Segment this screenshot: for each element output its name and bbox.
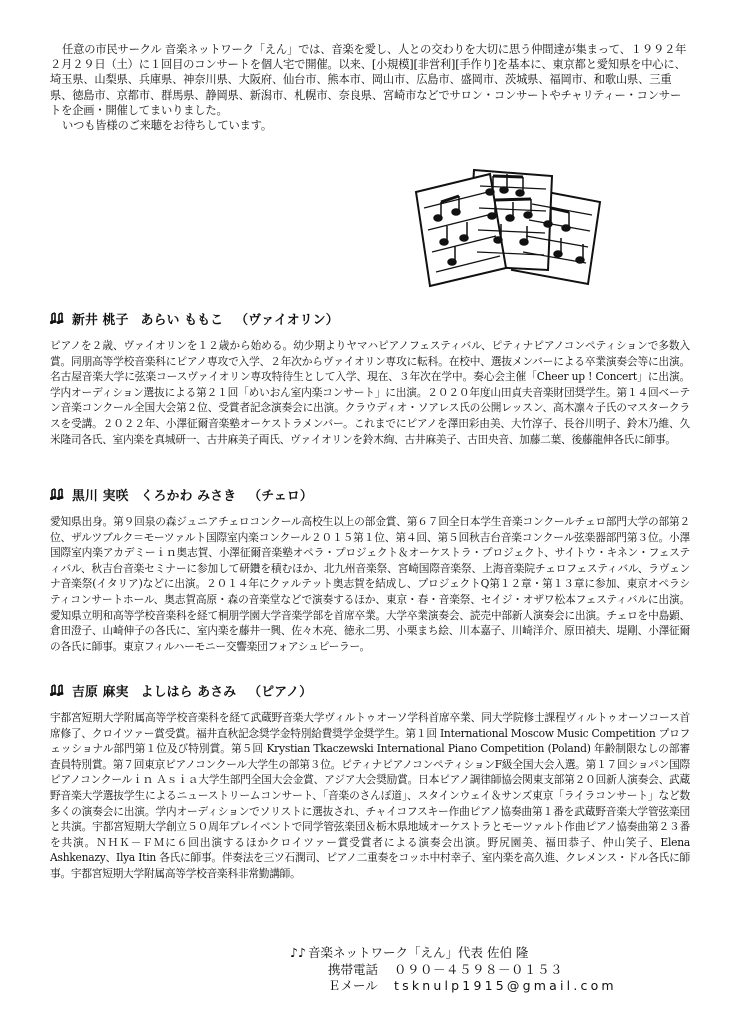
intro-paragraph: 任意の市民サークル 音楽ネットワーク「えん」では、音楽を愛し、人との交わりを大切に思う仲間達が集まって、１９９２年２月２９日（土）に１回目のコンサートを個人宅で開催。以来、[小規模][非営利][手作り]を基本に、東京都と愛知県を中心に、埼玉県、山梨県、兵庫県、神奈川県、大阪府、仙台市、熊本市、岡山市、広島市、盛岡市、茨城県、福岡市、和歌山県、三重県、徳島市、京都市、群馬県、静岡県、新潟市、札幌市、奈良県、宮崎市などでサロン・コンサートやチャリティー・コンサートを企画・開催してまいりました。	[50, 43, 687, 117]
artist-reading: よしはら あさみ	[140, 685, 237, 700]
artist-name: 黒川 実咲	[72, 489, 129, 504]
artist-reading: あらい ももこ	[140, 313, 224, 328]
artist-heading	[50, 684, 690, 702]
artist-instrument: （ピアノ）	[248, 685, 313, 700]
organizer-name: 音楽ネットワーク「えん」代表 佐伯 隆	[307, 945, 529, 960]
artist-section-kurokawa	[50, 488, 690, 654]
intro-text	[50, 42, 692, 133]
artist-instrument: （ヴァイオリン）	[235, 313, 339, 328]
artist-bio: 宇都宮短期大学附属高等学校音楽科を経て武蔵野音楽大学ヴィルトゥオーソ学科首席卒業、同大学院修士課程ヴィルトゥオーソコース首席修了、クロイツァー賞受賞。福井直秋記念奨学金特別給費奨学金奨学生。第１回 International Moscow Music Competition プロフェッショナル部門第１位及び特別賞。第５回 Krystian Tkaczewski International Piano Competition (Poland) 年齢制限なしの部審査員特別賞。第７回東京ピアノコンクール大学生の部第３位。ピティナピアノコンペティションF級全国大会入選。第１７回ショパン国際ピアノコンクールｉｎ Ａｓｉａ大学生部門全国大会金賞、アジア大会奨励賞。日本ピアノ調律師協会関東支部第２０回新人演奏会、武蔵野音楽大学選抜学生によるニューストリームコンサート、「音楽のさんぽ道」、スタインウェイ＆サンズ東京「ライラコンサート」など数多くの演奏会に出演。学内オーディションでソリストに選抜され、チャイコフスキー作曲ピアノ協奏曲第１番を武蔵野音楽大学管弦楽団と共演。宇都宮短期大学創立５０周年プレイベントで同学管弦楽団＆栃木県地域オーケストラとモーツァルト作曲ピアノ協奏曲第２３番を共演。ＮＨＫ－ＦＭに６回出演するほかクロイツァー賞受賞者による演奏会出演。野尻園美、福田恭子、仲山笑子、Elena Ashkenazy、Ilya Itin 各氏に師事。伴奏法を三ツ石潤司、ピアノ二重奏をコッホ中村幸子、室内楽を高久進、クレメンス・ドル各氏に師事。宇都宮短期大学附属高等学校音楽科非常勤講師。	[50, 711, 690, 880]
phone-label: 携帯電話	[328, 962, 379, 977]
contact-footer	[290, 944, 710, 994]
sheet-music-icon	[408, 158, 608, 288]
music-notes-icon	[50, 488, 64, 502]
artist-name: 吉原 麻実	[72, 685, 129, 700]
phone-number: ０９０－４５９８－０１５３	[394, 962, 564, 977]
email-address[interactable]: tsknulp1915@gmail.com	[394, 978, 617, 993]
artist-heading	[50, 312, 690, 330]
phone-row	[290, 962, 710, 978]
music-notes-icon	[50, 684, 64, 698]
artist-section-arai	[50, 312, 690, 447]
artist-section-yoshihara	[50, 684, 690, 882]
email-label: Ｅメール	[328, 978, 378, 993]
artist-bio: 愛知県出身。第９回泉の森ジュニアチェロコンクール高校生以上の部金賞、第６７回全日本学生音楽コンクールチェロ部門大学の部第２位、ザルツブルク＝モーツァルト国際室内楽コンクール２０１５第１位、第４回、第５回秋吉台音楽コンクール弦楽器部門第３位。小澤国際室内楽アカデミーｉｎ奥志賀、小澤征爾音楽塾オペラ・プロジェクト＆オーケストラ・プロジェクト、サイトウ・キネン・フェスティバル、秋吉台音楽セミナーに参加して研鑽を積むほか、北九州音楽祭、宮崎国際音楽祭、上海音楽院チェロフェスティバル、ラヴェンナ音楽祭(イタリア)などに出演。２０１４年にクァルテット奥志賀を結成し、プロジェクトQ第１２章・第１３章に参加、東京オペラシティコンサートホール、奥志賀高原・森の音楽堂などで演奏するほか、東京・春・音楽祭、セイジ・オザワ松本フェスティバルに出演。愛知県立明和高等学校音楽科を経て桐朋学園大学音楽学部を首席卒業。大学卒業演奏会、読売中部新人演奏会に出演。チェロを中島顕、倉田澄子、山崎伸子の各氏に、室内楽を藤井一興、佐々木亮、徳永二男、小栗まち絵、川本嘉子、川崎洋介、原田禎夫、堤剛、小澤征爾の各氏に師事。東京フィルハーモニー交響楽団フォアシュピーラー。	[50, 515, 690, 653]
artist-heading	[50, 488, 690, 506]
artist-reading: くろかわ みさき	[140, 489, 237, 504]
artist-name: 新井 桃子	[72, 313, 129, 328]
email-row	[290, 978, 710, 994]
intro-closing: いつも皆様のご来聴をお待ちしています。	[62, 119, 272, 133]
music-notes-icon	[50, 312, 64, 326]
music-notes-icon: ♪♪	[290, 945, 306, 960]
artist-bio: ピアノを２歳、ヴァイオリンを１２歳から始める。幼少期よりヤマハピアノフェスティバル、ピティナピアノコンペティションで多数入賞。同朋高等学校音楽科にピアノ専攻で入学、２年次からヴァイオリン専攻に転科。在校中、選抜メンバーによる卒業演奏会等に出演。名古屋音楽大学に弦楽コースヴァイオリン専攻特待生として入学、現在、３年次在学中。奏心会主催「Cheer up ! Concert」に出演。学内オーディション選抜による第２１回「めいおん室内楽コンサート」に出演。２０２０年度山田貞夫音楽財団奨学生。第１４回ベーテン音楽コンクール全国大会第２位、受賞者記念演奏会に出演。クラウディオ・ソアレス氏の公開レッスン、高木凛々子氏のマスタークラスを受講。２０２２年、小澤征爾音楽塾オーケストラメンバー。これまでにピアノを澤田彩由美、大竹淳子、長谷川明子、鈴木乃維、久米隆司各氏、室内楽を真城研一、古井麻美子両氏、ヴァイオリンを鈴木絢、古井麻美子、古田央音、加藤二葉、後藤龍伸各氏に師事。	[50, 339, 690, 446]
artist-instrument: （チェロ）	[248, 489, 313, 504]
organizer-line	[290, 944, 710, 962]
